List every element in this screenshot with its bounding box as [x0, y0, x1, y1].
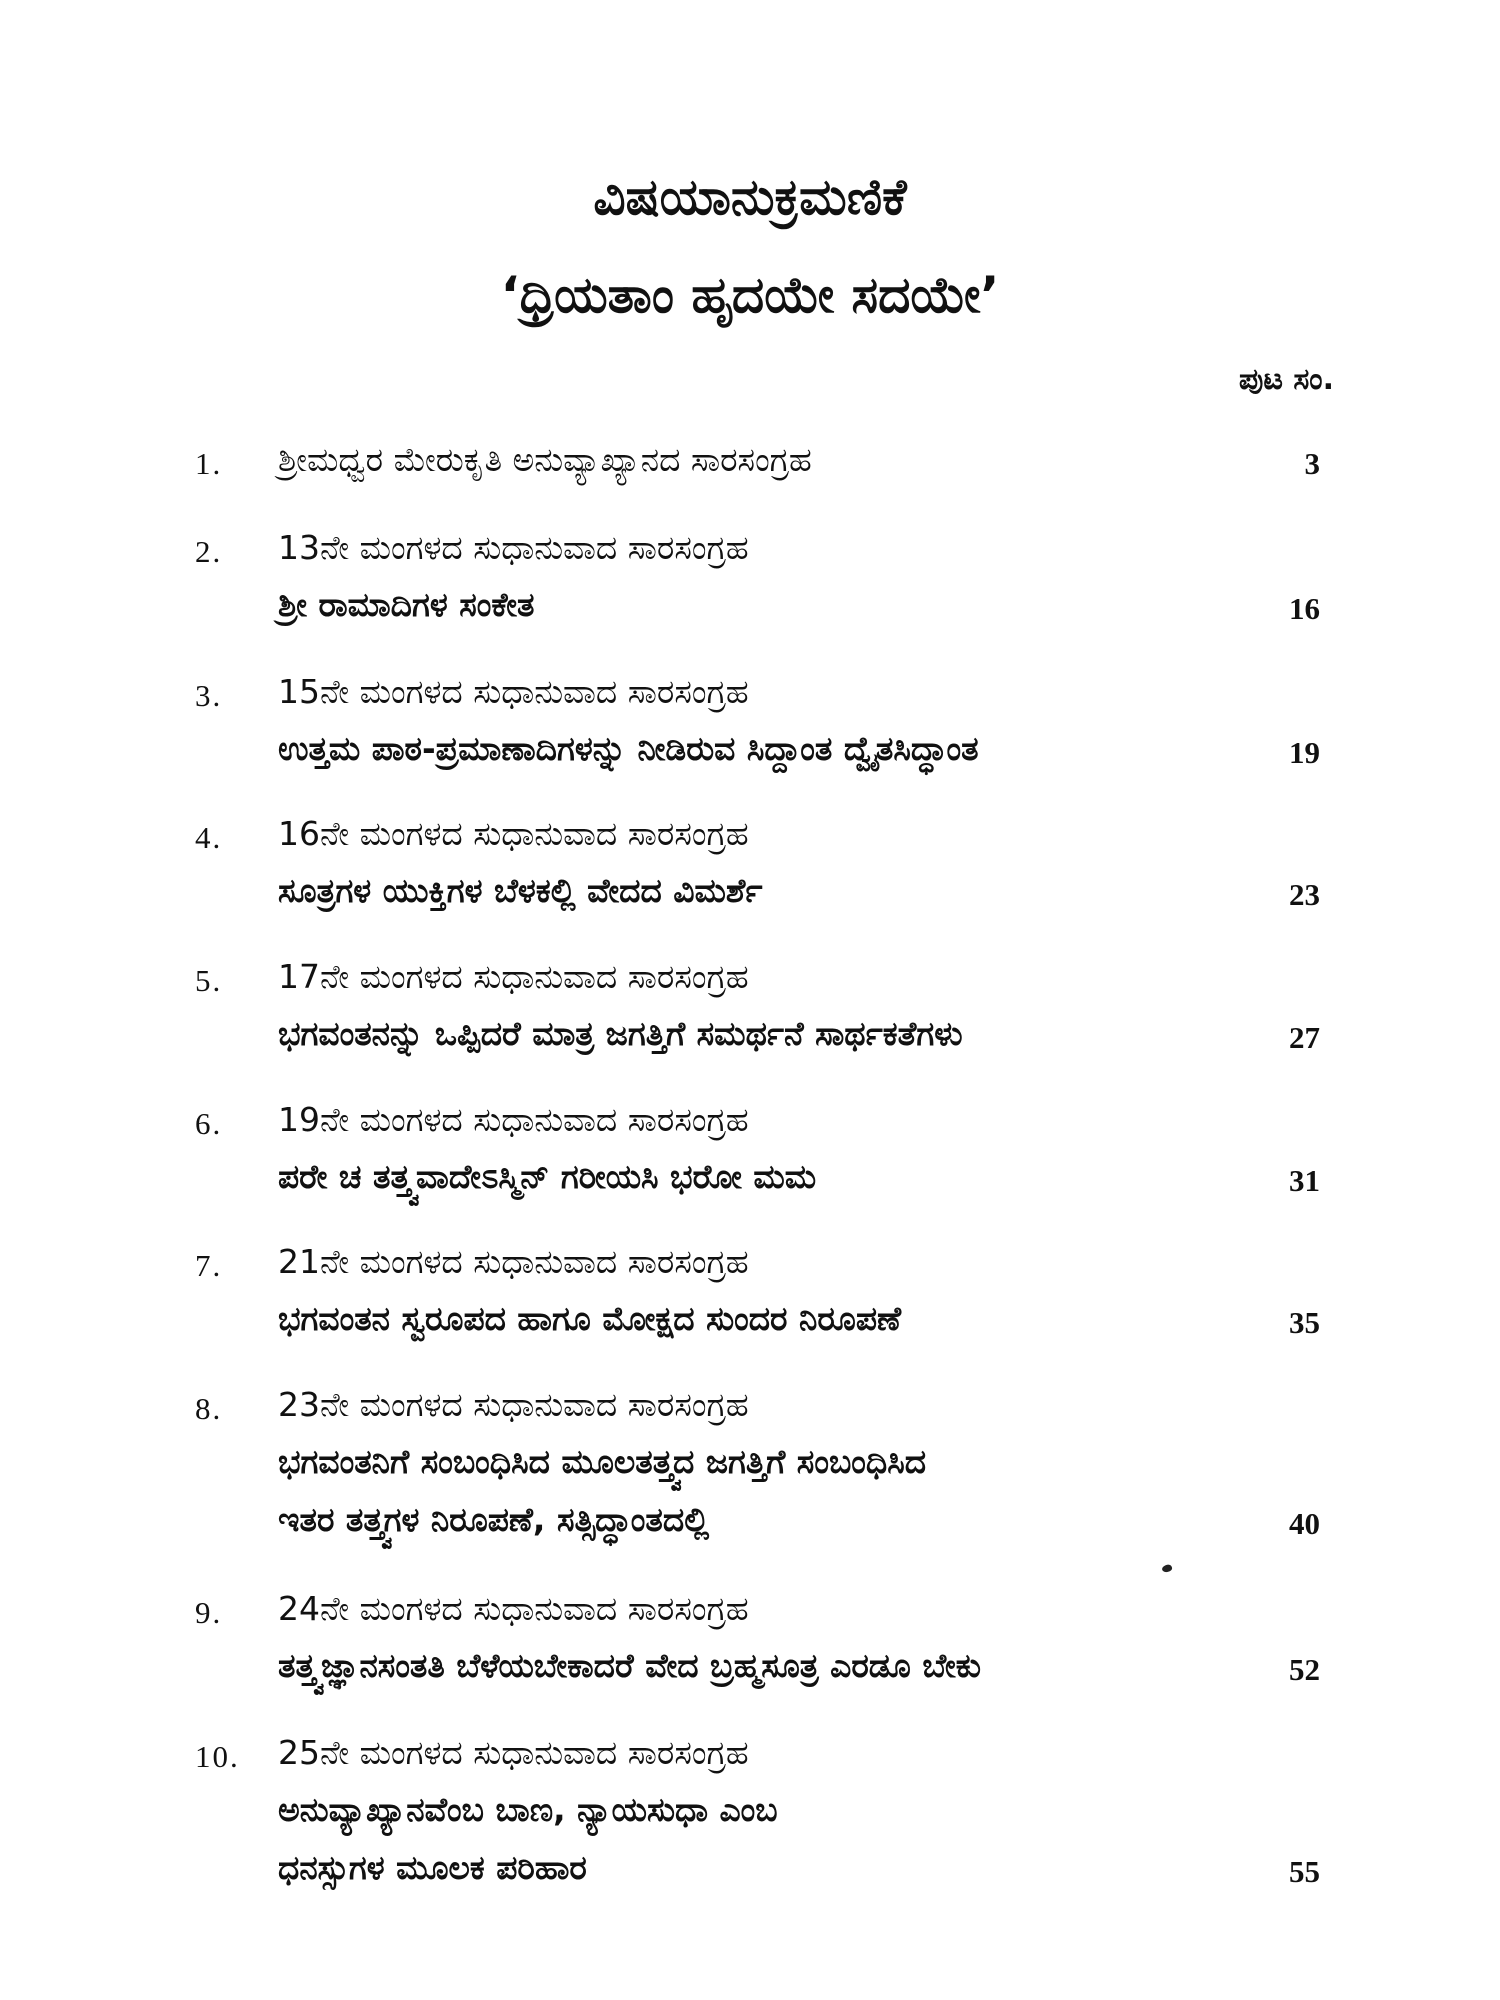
entry-subtitle: 13ನೇ ಮಂಗಳದ ಸುಧಾನುವಾದ ಸಾರಸಂಗ್ರಹ	[278, 528, 749, 567]
entry-number: 2.	[195, 534, 223, 569]
entry-title: ಭಗವಂತನಿಗೆ ಸಂಬಂಧಿಸಿದ ಮೂಲತತ್ತ್ವದ ಜಗತ್ತಿಗೆ ಸಂಬಂಧಿಸಿದ	[278, 1442, 927, 1481]
entry-number: 1.	[195, 446, 223, 481]
entry-line: ಶ್ರೀಮಧ್ವರ ಮೇರುಕೃತಿ ಅನುವ್ಯಾಖ್ಯಾನದ ಸಾರಸಂಗ್ರಹ	[278, 440, 812, 479]
entry-page-number: 23	[1289, 877, 1320, 912]
entry-title: ತತ್ತ್ವಜ್ಞಾನಸಂತತಿ ಬೆಳೆಯಬೇಕಾದರೆ ವೇದ ಬ್ರಹ್ಮಸೂತ್ರ ಎರಡೂ ಬೇಕು	[278, 1646, 982, 1685]
entry-title: ಸೂತ್ರಗಳ ಯುಕ್ತಿಗಳ ಬೆಳಕಲ್ಲಿ ವೇದದ ವಿಮರ್ಶೆ	[278, 871, 763, 910]
entry-number: 6.	[195, 1106, 223, 1141]
entry-number: 4.	[195, 820, 223, 855]
entry-title: ಭಗವಂತನನ್ನು ಒಪ್ಪಿದರೆ ಮಾತ್ರ ಜಗತ್ತಿಗೆ ಸಮರ್ಥನೆ ಸಾರ್ಥಕತೆಗಳು	[278, 1014, 963, 1053]
entry-page-number: 31	[1289, 1163, 1320, 1198]
entry-page-number: 27	[1289, 1020, 1320, 1055]
book-title: ‘ಧ್ರಿಯತಾಂ ಹೃದಯೇ ಸದಯೇ’	[500, 266, 1000, 324]
print-speck	[1161, 1564, 1173, 1574]
entry-subtitle: 16ನೇ ಮಂಗಳದ ಸುಧಾನುವಾದ ಸಾರಸಂಗ್ರಹ	[278, 814, 749, 853]
entry-number: 8.	[195, 1391, 223, 1426]
entry-number: 9.	[195, 1595, 223, 1630]
entry-title-continued: ಇತರ ತತ್ತ್ವಗಳ ನಿರೂಪಣೆ, ಸತ್ಸಿದ್ಧಾಂತದಲ್ಲಿ	[278, 1500, 710, 1539]
entry-page-number: 40	[1289, 1506, 1320, 1541]
entry-title: ಉತ್ತಮ ಪಾಠ-ಪ್ರಮಾಣಾದಿಗಳನ್ನು ನೀಡಿರುವ ಸಿದ್ದಾಂತ ದ್ವೈತಸಿದ್ಧಾಂತ	[278, 729, 979, 768]
entry-number: 5.	[195, 963, 223, 998]
entry-page-number: 52	[1289, 1652, 1320, 1687]
entry-title: ಅನುವ್ಯಾಖ್ಯಾನವೆಂಬ ಬಾಣ, ನ್ಯಾಯಸುಧಾ ಎಂಬ	[278, 1790, 778, 1829]
entry-page-number: 19	[1289, 735, 1320, 770]
entry-page-number: 35	[1289, 1305, 1320, 1340]
page-number-column-label: ಪುಟ ಸಂ.	[1238, 362, 1334, 397]
entry-number: 7.	[195, 1248, 223, 1283]
entry-subtitle: 24ನೇ ಮಂಗಳದ ಸುಧಾನುವಾದ ಸಾರಸಂಗ್ರಹ	[278, 1589, 749, 1628]
entry-subtitle: 21ನೇ ಮಂಗಳದ ಸುಧಾನುವಾದ ಸಾರಸಂಗ್ರಹ	[278, 1242, 749, 1281]
toc-heading: ವಿಷಯಾನುಕ್ರಮಣಿಕೆ	[593, 168, 907, 226]
entry-subtitle: 23ನೇ ಮಂಗಳದ ಸುಧಾನುವಾದ ಸಾರಸಂಗ್ರಹ	[278, 1385, 749, 1424]
entry-page-number: 16	[1289, 591, 1320, 626]
entry-title: ಶ್ರೀ ರಾಮಾದಿಗಳ ಸಂಕೇತ	[278, 585, 535, 624]
entry-subtitle: 25ನೇ ಮಂಗಳದ ಸುಧಾನುವಾದ ಸಾರಸಂಗ್ರಹ	[278, 1733, 749, 1772]
entry-subtitle: 17ನೇ ಮಂಗಳದ ಸುಧಾನುವಾದ ಸಾರಸಂಗ್ರಹ	[278, 957, 749, 996]
entry-page-number: 55	[1289, 1854, 1320, 1889]
entry-number: 3.	[195, 678, 223, 713]
entry-subtitle: 19ನೇ ಮಂಗಳದ ಸುಧಾನುವಾದ ಸಾರಸಂಗ್ರಹ	[278, 1100, 749, 1139]
entry-subtitle: 15ನೇ ಮಂಗಳದ ಸುಧಾನುವಾದ ಸಾರಸಂಗ್ರಹ	[278, 672, 749, 711]
entry-page-number: 3	[1304, 446, 1320, 481]
entry-number: 10.	[195, 1739, 240, 1774]
entry-title-continued: ಧನಸ್ಸುಗಳ ಮೂಲಕ ಪರಿಹಾರ	[278, 1848, 587, 1887]
entry-title: ಪರೇ ಚ ತತ್ತ್ವವಾದೇಽಸ್ಮಿನ್ ಗರೀಯಸಿ ಭರೋ ಮಮ	[278, 1157, 817, 1196]
entry-title: ಭಗವಂತನ ಸ್ವರೂಪದ ಹಾಗೂ ಮೋಕ್ಷದ ಸುಂದರ ನಿರೂಪಣೆ	[278, 1299, 902, 1338]
